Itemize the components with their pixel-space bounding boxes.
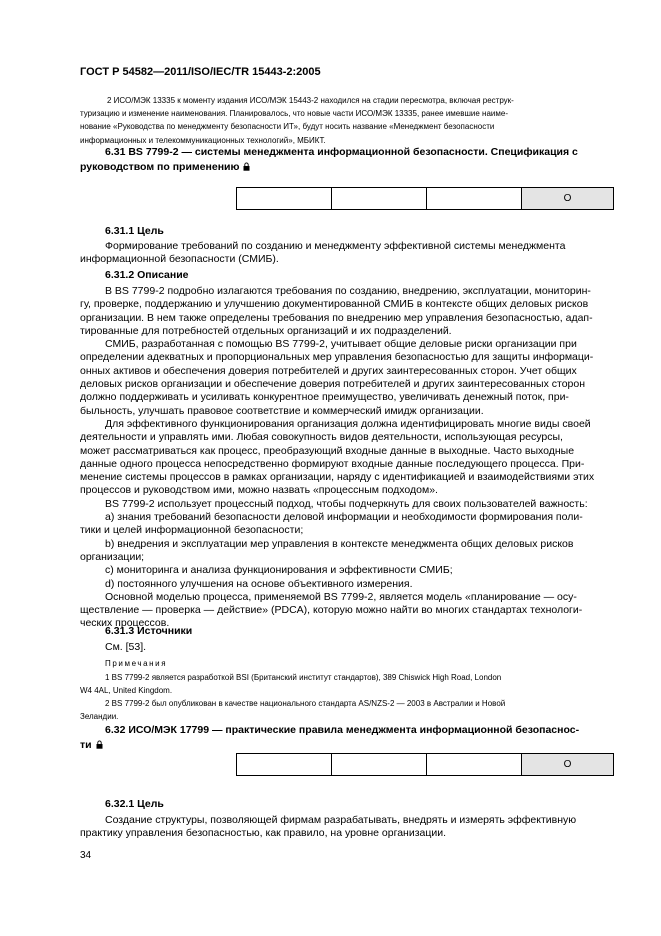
text-line: В BS 7799-2 подробно излагаются требования по созданию, внедрению, эксплуатации, мониторин- (105, 285, 591, 297)
subsection-6-31-1-title: 6.31.1 Цель (105, 225, 164, 237)
footnote-line: туризацию и изменение наименования. Планировалось, что новые части ИСО/МЭК 13335, ранее имевшие наиме- (80, 109, 509, 119)
table-cell (427, 188, 522, 210)
text-line: тированные для потребностей отдельных организаций и их подразделений. (80, 324, 452, 337)
heading-text: ти (80, 738, 92, 751)
note-line: 2 BS 7799-2 был опубликован в качестве национального стандарта AS/NZS-2 — 2003 в Австралии и Новой (105, 699, 506, 708)
lock-icon (243, 162, 250, 171)
table-cell (237, 188, 332, 210)
subsection-6-32-1-text (80, 814, 614, 841)
note-1 (80, 671, 614, 697)
text-line: Для эффективного функционирования организация должна идентифицировать многие виды своей (105, 417, 591, 430)
heading-line (80, 160, 614, 175)
heading-line: 6.31 BS 7799-2 — системы менеджмента информационной безопасности. Спецификация с (105, 146, 578, 158)
text-line: быльность, улучшать правовое соответствие и коммерческий имидж организации. (80, 404, 484, 417)
list-item-c: c) мониторинга и анализа функционирования и эффективности СМИБ; (105, 564, 453, 577)
list-item-d: d) постоянного улучшения на основе объективного измерения. (105, 577, 413, 590)
list-item-a: a) знания требований безопасности деловой информации и необходимости формирования поли- (105, 511, 583, 524)
text-line: процессов и руководством ими, можно назвать «процессным подходом». (80, 484, 438, 497)
text-line: СМИБ, разработанная с помощью BS 7799-2, учитывает общие деловые риски организации при (105, 338, 577, 351)
text-line: деятельности и управлять ими. Любая совокупность видов деятельности, использующая ресурсы, (80, 431, 563, 444)
subsection-6-32-1-title: 6.32.1 Цель (105, 798, 164, 810)
note-line: 1 BS 7799-2 является разработкой BSI (Британский институт стандартов), 389 Chiswick High Road, London (105, 673, 502, 682)
text-line: BS 7799-2 использует процессный подход, чтобы подчеркнуть для своих пользователей важность: (105, 497, 588, 510)
list-item-b-cont: организации; (80, 550, 145, 563)
document-header: ГОСТ Р 54582—2011/ISO/IEC/TR 15443-2:2005 (80, 66, 321, 78)
text-line: гу, проверке, поддержанию и улучшению документированной СМИБ в контексте общих деловых рисков (80, 298, 589, 311)
classification-table (236, 753, 614, 776)
footnote-line: 2 ИСО/МЭК 13335 к моменту издания ИСО/МЭК 15443-2 находился на стадии пересмотра, включая реструк- (107, 96, 514, 105)
subsection-6-31-2-body (80, 285, 614, 631)
table-cell (332, 754, 427, 776)
text-line: онных активов и обеспечения доверия потребителей и других заинтересованных сторон. Учет общих (80, 364, 577, 377)
text-line: деловых рисков организации и обеспечение доверия потребителей и других заинтересованных сторон (80, 378, 586, 391)
text-line: определении адекватных и пропорциональных мер управления безопасностью для защиты информаци- (80, 351, 594, 364)
table-cell-shaded: O (522, 188, 614, 210)
footnote-line: нование «Руководства по менеджменту безопасности ИТ», будут носить название «Менеджмент безопасности (80, 122, 495, 132)
text-line: должно поддерживать и усиливать конкурентное преимущество, увеличивать денежный поток, при- (80, 391, 569, 404)
subsection-6-31-2-title: 6.31.2 Описание (105, 269, 189, 281)
text-line: информационной безопасности (СМИБ). (80, 253, 279, 266)
classification-table (236, 187, 614, 210)
notes-title: Примечания (105, 659, 168, 668)
text-line: практику управления безопасностью, как правило, на уровне организации. (80, 827, 447, 840)
section-6-32-heading (80, 723, 614, 752)
subsection-6-31-3-title: 6.31.3 Источники (105, 625, 193, 637)
heading-text: руководством по применению (80, 160, 240, 173)
text-line: ческих процессов. (80, 617, 170, 630)
text-line: ществление — проверка — действие» (PDCA), которую можно найти во многих стандартах технологи- (80, 604, 583, 617)
heading-line (80, 738, 614, 753)
list-item-b: b) внедрения и эксплуатации мер управления в контексте менеджмента общих деловых рисков (105, 537, 574, 550)
table-cell-shaded: O (522, 754, 614, 776)
table-cell (427, 754, 522, 776)
lock-icon (96, 740, 103, 749)
footnote-2 (80, 94, 614, 147)
page-number: 34 (80, 850, 92, 861)
text-line: данные одного процесса непосредственно формируют входные данные последующего процесса. При- (80, 457, 585, 470)
text-line: Основной моделью процесса, применяемой BS 7799-2, является модель «планирование — осу- (105, 590, 577, 603)
sources-text: См. [53]. (105, 641, 147, 653)
text-line: организации. В нем также определены требования по внедрению мер управления безопасностью, адап- (80, 311, 593, 324)
section-6-31-heading (80, 145, 614, 174)
note-2 (80, 697, 614, 723)
subsection-6-31-1-text (80, 240, 614, 267)
note-line: W4 4AL, United Kingdom. (80, 686, 173, 696)
text-line: менение системы процессов в рамках организации, наряду с идентификацией и взаимодействиями этих (80, 471, 595, 484)
text-line: может рассматриваться как процесс, преобразующий входные данные в выходные. Часто выходные (80, 444, 575, 457)
footnote-line: информационных и телекоммуникационных технологий», МБИКТ. (80, 135, 326, 145)
note-line: Зеландии. (80, 712, 119, 722)
list-item-a-cont: тики и целей информационной безопасности; (80, 524, 304, 537)
table-cell (332, 188, 427, 210)
table-cell (237, 754, 332, 776)
heading-line: 6.32 ИСО/МЭК 17799 — практические правила менеджмента информационной безопаснос- (105, 724, 580, 736)
text-line: Создание структуры, позволяющей фирмам разрабатывать, внедрять и измерять эффективную (105, 814, 577, 826)
text-line: Формирование требований по созданию и менеджменту эффективной системы менеджмента (105, 240, 566, 252)
